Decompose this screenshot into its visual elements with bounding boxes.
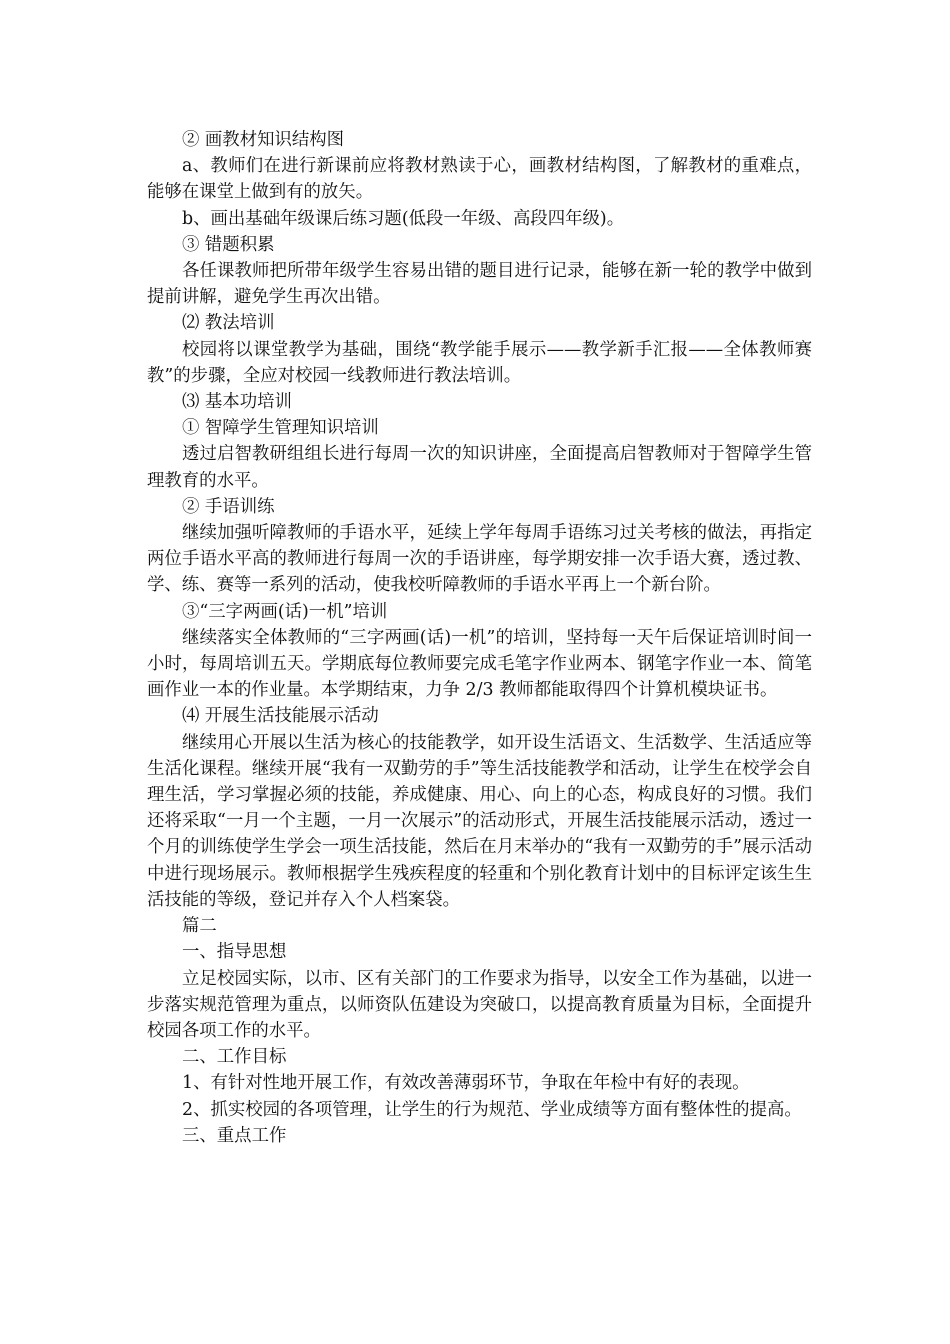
heading-management-knowledge: ① 智障学生管理知识培训 xyxy=(182,418,379,439)
document-body xyxy=(147,127,812,1149)
paragraph-three-characters: 继续落实全体教师的“三字两画(话)一机”的培训，坚持每一天午后保证培训时间一小时，每周培训五天。学期底每位教师要完成毛笔字作业两本、钢笔字作业一本、简笔画作业一本的作业量。本学期结束，力争 2/3 教师都能取得四个计算机模块证书。 xyxy=(147,627,812,701)
heading-work-goals: 二、工作目标 xyxy=(182,1047,287,1068)
heading-teaching-method-training: ⑵ 教法培训 xyxy=(182,313,275,334)
paragraph-life-skills: 继续用心开展以生活为核心的技能教学，如开设生活语文、生活数学、生活适应等生活化课程。继续开展“我有一双勤劳的手”等生活技能教学和活动，让学生在校学会自理生活，学习掌握必须的技能，养成健康、用心、向上的心态，构成良好的习惯。我们还将采取“一月一个主题，一月一次展示”的活动形式，开展生活技能展示活动，透过一个月的训练使学生学会一项生活技能，然后在月末举办的“我有一双勤劳的手”展示活动中进行现场展示。教师根据学生残疾程度的轻重和个别化教育计划中的目标评定该生生活技能的等级，登记并存入个人档案袋。 xyxy=(147,732,812,910)
heading-three-characters: ③“三字两画(话)一机”培训 xyxy=(182,601,388,622)
heading-draw-structure-map: ② 画教材知识结构图 xyxy=(182,130,345,150)
heading-error-collection: ③ 错题积累 xyxy=(182,234,275,255)
paragraph-guiding-ideology: 立足校园实际，以市、区有关部门的工作要求为指导，以安全工作为基础，以进一步落实规范管理为重点，以师资队伍建设为突破口，以提高教育质量为目标，全面提升校园各项工作的水平。 xyxy=(147,968,812,1041)
paragraph-item-b: b、画出基础年级课后练习题(低段一年级、高段四年级)。 xyxy=(182,208,625,229)
section-part-two: 篇二 xyxy=(182,916,217,937)
paragraph-teaching-method-training: 校园将以课堂教学为基础，围绕“教学能手展示——教学新手汇报——全体教师赛教”的步骤，全应对校园一线教师进行教法培训。 xyxy=(147,339,812,386)
paragraph-management-knowledge: 透过启智教研组组长进行每周一次的知识讲座，全面提高启智教师对于智障学生管理教育的水平。 xyxy=(147,444,812,491)
heading-basic-skills-training: ⑶ 基本功培训 xyxy=(182,392,292,413)
heading-key-work: 三、重点工作 xyxy=(182,1125,287,1146)
heading-guiding-ideology: 一、指导思想 xyxy=(182,942,287,963)
paragraph-sign-language: 继续加强听障教师的手语水平，延续上学年每周手语练习过关考核的做法，再指定两位手语水平高的教师进行每周一次的手语讲座，每学期安排一次手语大赛，透过教、学、练、赛等一系列的活动，使我校听障教师的手语水平再上一个新台阶。 xyxy=(147,523,812,596)
paragraph-goal-2: 2、抓实校园的各项管理，让学生的行为规范、学业成绩等方面有整体性的提高。 xyxy=(182,1099,802,1120)
heading-sign-language: ② 手语训练 xyxy=(182,496,275,517)
heading-life-skills: ⑷ 开展生活技能展示活动 xyxy=(182,706,379,727)
paragraph-item-a: a、教师们在进行新课前应将教材熟读于心，画教材结构图，了解教材的重难点，能够在课堂上做到有的放矢。 xyxy=(147,156,812,203)
paragraph-error-collection: 各任课教师把所带年级学生容易出错的题目进行记录，能够在新一轮的教学中做到提前讲解，避免学生再次出错。 xyxy=(147,261,812,308)
paragraph-goal-1: 1、有针对性地开展工作，有效改善薄弱环节，争取在年检中有好的表现。 xyxy=(182,1073,750,1094)
